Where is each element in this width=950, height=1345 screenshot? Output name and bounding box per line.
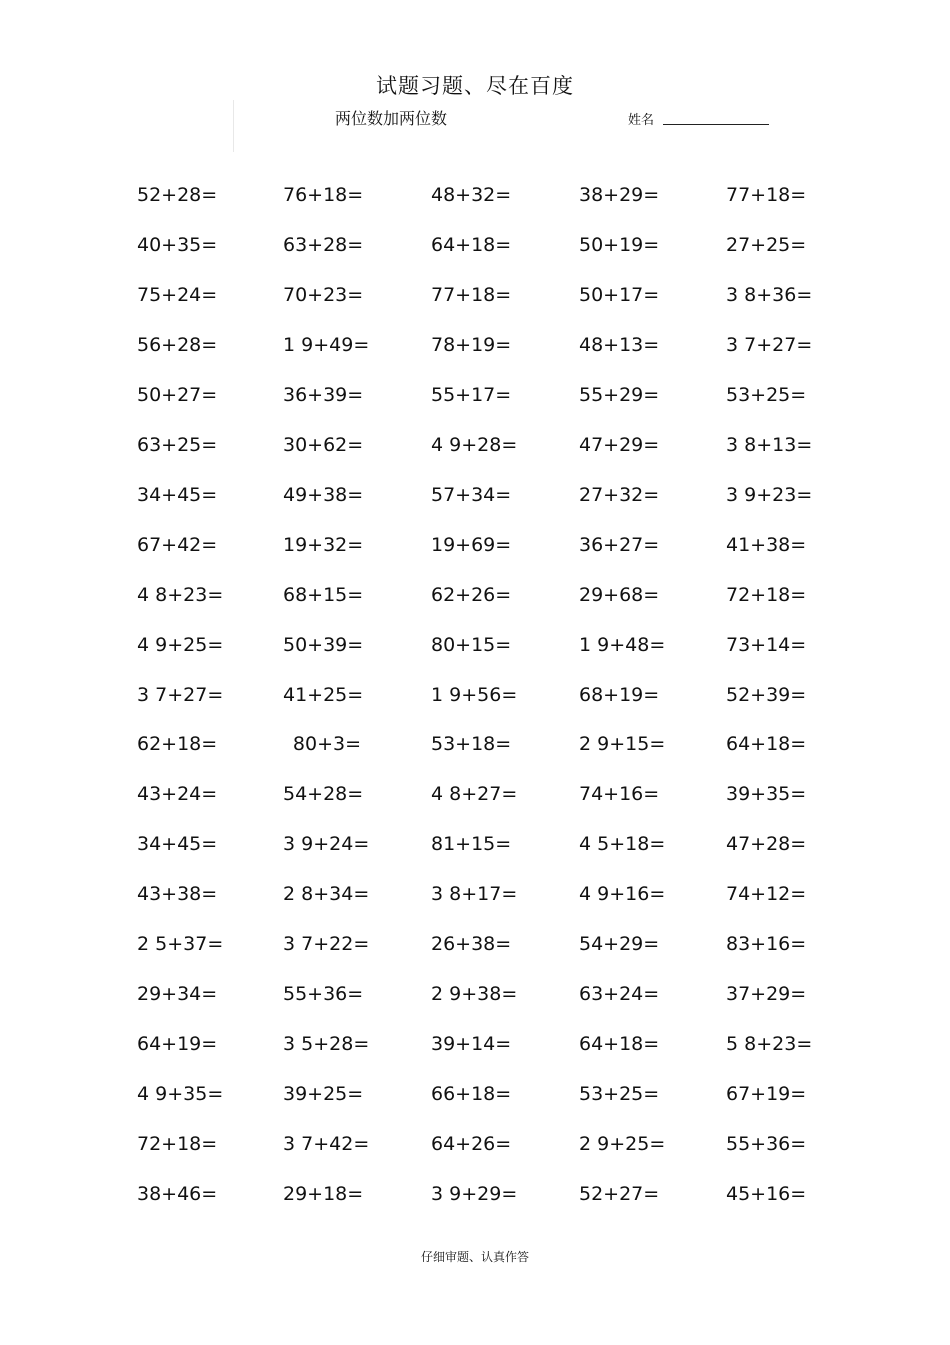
problem-r21-c3: 3 9+29= [431, 1183, 518, 1205]
problem-r14-c3: 81+15= [431, 833, 512, 856]
problem-r9-c4: 29+68= [579, 583, 660, 606]
problem-r9-c1: 4 8+23= [137, 583, 224, 606]
problem-r1-c2: 76+18= [283, 184, 364, 206]
problem-r14-c4: 4 5+18= [579, 833, 666, 856]
problem-r2-c5: 27+25= [726, 233, 807, 256]
problem-r11-c2: 41+25= [283, 683, 364, 706]
problem-r16-c2: 3 7+22= [283, 933, 370, 956]
problem-r6-c2: 30+62= [283, 433, 364, 456]
problem-r19-c1: 4 9+35= [137, 1083, 224, 1106]
problem-r3-c4: 50+17= [579, 283, 660, 306]
problem-r15-c2: 2 8+34= [283, 883, 370, 906]
problem-r2-c2: 63+28= [283, 233, 364, 256]
problem-r21-c5: 45+16= [726, 1183, 807, 1205]
problem-r7-c1: 34+45= [137, 483, 218, 506]
problem-r6-c3: 4 9+28= [431, 433, 518, 456]
problem-r11-c4: 68+19= [579, 683, 660, 706]
problem-r8-c1: 67+42= [137, 533, 218, 556]
problem-r19-c4: 53+25= [579, 1083, 660, 1106]
problem-r18-c3: 39+14= [431, 1033, 512, 1056]
problem-r20-c5: 55+36= [726, 1133, 807, 1156]
problem-r12-c5: 64+18= [726, 733, 807, 756]
problem-r7-c2: 49+38= [283, 483, 364, 506]
problem-r17-c2: 55+36= [283, 983, 364, 1006]
problem-r7-c5: 3 9+23= [726, 483, 813, 506]
problem-r12-c3: 53+18= [431, 733, 512, 756]
problem-r13-c4: 74+16= [579, 783, 660, 806]
problem-r18-c5: 5 8+23= [726, 1033, 813, 1056]
problem-r20-c3: 64+26= [431, 1133, 512, 1156]
problem-r15-c3: 3 8+17= [431, 883, 518, 906]
problem-r16-c3: 26+38= [431, 933, 512, 956]
problem-r3-c5: 3 8+36= [726, 283, 813, 306]
problem-r17-c3: 2 9+38= [431, 983, 518, 1006]
problem-r19-c3: 66+18= [431, 1083, 512, 1106]
problem-r5-c5: 53+25= [726, 383, 807, 406]
problem-r13-c2: 54+28= [283, 783, 364, 806]
problem-r7-c4: 27+32= [579, 483, 660, 506]
problem-r12-c4: 2 9+15= [579, 733, 666, 756]
problem-r13-c1: 43+24= [137, 783, 218, 806]
problem-r1-c5: 77+18= [726, 184, 807, 206]
problem-r14-c2: 3 9+24= [283, 833, 370, 856]
problem-r10-c1: 4 9+25= [137, 633, 224, 656]
problem-r17-c4: 63+24= [579, 983, 660, 1006]
problem-r6-c1: 63+25= [137, 433, 218, 456]
problem-r2-c3: 64+18= [431, 233, 512, 256]
problem-r17-c1: 29+34= [137, 983, 218, 1006]
problem-r8-c4: 36+27= [579, 533, 660, 556]
problem-r11-c1: 3 7+27= [137, 683, 224, 706]
problem-r18-c4: 64+18= [579, 1033, 660, 1056]
name-label: 姓名 [628, 113, 655, 128]
problem-r15-c4: 4 9+16= [579, 883, 666, 906]
problem-r10-c5: 73+14= [726, 633, 807, 656]
problem-r3-c3: 77+18= [431, 283, 512, 306]
problem-r9-c3: 62+26= [431, 583, 512, 606]
problem-r21-c2: 29+18= [283, 1183, 364, 1205]
problem-r16-c4: 54+29= [579, 933, 660, 956]
problem-r19-c2: 39+25= [283, 1083, 364, 1106]
problem-r8-c3: 19+69= [431, 533, 512, 556]
problem-r10-c4: 1 9+48= [579, 633, 666, 656]
problem-r21-c4: 52+27= [579, 1183, 660, 1205]
problem-r16-c5: 83+16= [726, 933, 807, 956]
problem-r12-c1: 62+18= [137, 733, 218, 756]
problem-r17-c5: 37+29= [726, 983, 807, 1006]
page-title: 试题习题、尽在百度 [376, 74, 574, 98]
problem-r6-c5: 3 8+13= [726, 433, 813, 456]
problem-r11-c3: 1 9+56= [431, 683, 518, 706]
problem-r8-c5: 41+38= [726, 533, 807, 556]
problem-r8-c2: 19+32= [283, 533, 364, 556]
problem-r13-c5: 39+35= [726, 783, 807, 806]
problem-r5-c4: 55+29= [579, 383, 660, 406]
problem-r4-c5: 3 7+27= [726, 333, 813, 356]
problem-r1-c1: 52+28= [137, 184, 218, 206]
problem-r14-c5: 47+28= [726, 833, 807, 856]
problem-r3-c2: 70+23= [283, 283, 364, 306]
problem-r20-c2: 3 7+42= [283, 1133, 370, 1156]
worksheet-subtitle: 两位数加两位数 [335, 109, 448, 128]
problem-r2-c4: 50+19= [579, 233, 660, 256]
problem-r19-c5: 67+19= [726, 1083, 807, 1106]
problem-r9-c2: 68+15= [283, 583, 364, 606]
problem-r14-c1: 34+45= [137, 833, 218, 856]
problem-r21-c1: 38+46= [137, 1183, 218, 1205]
problem-r7-c3: 57+34= [431, 483, 512, 506]
problem-r1-c4: 38+29= [579, 184, 660, 206]
problem-r3-c1: 75+24= [137, 283, 218, 306]
problem-r18-c2: 3 5+28= [283, 1033, 370, 1056]
problem-r5-c1: 50+27= [137, 383, 218, 406]
problem-r10-c3: 80+15= [431, 633, 512, 656]
problem-r5-c3: 55+17= [431, 383, 512, 406]
problem-r20-c1: 72+18= [137, 1133, 218, 1156]
problem-r4-c3: 78+19= [431, 333, 512, 356]
footer-note: 仔细审题、认真作答 [420, 1250, 529, 1264]
problem-r11-c5: 52+39= [726, 683, 807, 706]
problem-r5-c2: 36+39= [283, 383, 364, 406]
problem-r2-c1: 40+35= [137, 233, 218, 256]
problem-r20-c4: 2 9+25= [579, 1133, 666, 1156]
problem-r13-c3: 4 8+27= [431, 783, 518, 806]
problem-r18-c1: 64+19= [137, 1033, 218, 1056]
problem-r15-c1: 43+38= [137, 883, 218, 906]
problem-r4-c1: 56+28= [137, 333, 218, 356]
problem-r10-c2: 50+39= [283, 633, 364, 656]
problem-r9-c5: 72+18= [726, 583, 807, 606]
problem-r15-c5: 74+12= [726, 883, 807, 906]
problem-r4-c4: 48+13= [579, 333, 660, 356]
problem-r1-c3: 48+32= [431, 184, 512, 206]
problem-r16-c1: 2 5+37= [137, 933, 224, 956]
problem-r6-c4: 47+29= [579, 433, 660, 456]
problem-r12-c2: 80+3= [292, 733, 361, 756]
problem-r4-c2: 1 9+49= [283, 333, 370, 356]
